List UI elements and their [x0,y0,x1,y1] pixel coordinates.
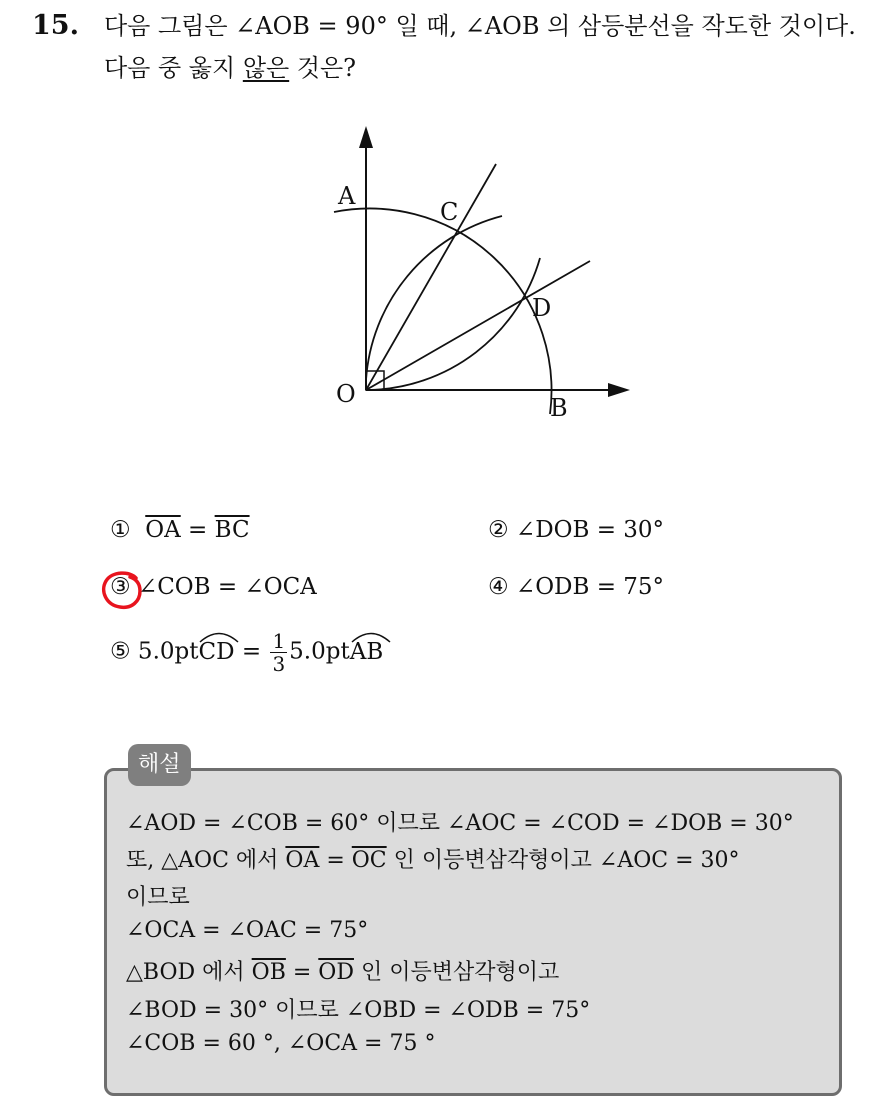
solution-line4: ∠OCA = ∠OAC = 75° [126,918,369,943]
question-text-part: 것은? [289,54,357,82]
arc-AB-letters: AB [349,638,384,665]
arc-AB-text [350,639,384,665]
option-4[interactable]: ④ ∠ODB = 75° [488,574,665,600]
ray-OD [366,261,590,390]
option-3-number: ③ [110,574,131,600]
option-2[interactable]: ② ∠DOB = 30° [488,517,665,543]
segment-OA: $\overline{OA}$ [145,517,181,543]
fraction-denominator: 3 [272,652,286,676]
segment-BC: $\overline{BC}$ [214,517,250,543]
underlined-word: 않은 [242,54,290,82]
option-3-text: ∠COB = ∠OCA [137,574,317,600]
label-A: A [338,182,356,210]
fraction-one-third [270,630,287,675]
solution-text: 인 이등변삼각형이고 ∠AOC = 30° [386,848,740,873]
segment-OD: $\overline{OD}$ [318,960,354,985]
equals-sign: = [180,517,215,543]
segment-OC: $\overline{OC}$ [351,848,387,873]
solution-line5 [126,955,559,986]
solution-text: 또, △AOC 에서 [126,848,286,873]
option-5-number: ⑤ 5.0pt [110,638,199,665]
equals-sign: = [285,960,319,985]
question-text-line1: 다음 그림은 ∠AOB = 90° 일 때, ∠AOB 의 삼등분선을 작도한 것이다. [104,12,856,40]
label-C: C [440,198,459,226]
arc-mark-icon [198,629,240,643]
option-3[interactable] [110,574,317,600]
solution-line6: ∠BOD = 30° 이므로 ∠OBD = ∠ODB = 75° [126,998,591,1023]
fraction-numerator: 1 [272,629,286,653]
solution-tag: 해설 [128,744,191,786]
solution-text: △BOD 에서 [126,960,252,985]
arc-CD-letters: CD [198,638,235,665]
segment-OA: $\overline{OA}$ [285,848,320,873]
equals-sign: = [234,638,269,665]
x-axis-arrow [608,383,630,397]
arc-CD-text [198,639,234,665]
label-B: B [550,394,568,422]
arc-mark-icon [350,629,392,643]
solution-text: 인 이등변삼각형이고 [353,960,560,985]
construction-figure [320,118,640,438]
option-1[interactable] [110,517,250,543]
option-5-mid: 5.0pt [289,638,350,665]
ray-OC [366,164,496,390]
question-text-line2 [104,52,356,84]
option-1-number: ① [110,517,131,543]
solution-line2 [126,843,740,874]
solution-line7: ∠COB = 60 °, ∠OCA = 75 ° [126,1031,436,1056]
question-text-part: 다음 중 옳지 [104,54,243,82]
y-axis-arrow [359,126,373,148]
question-number: 15. [32,10,79,41]
solution-line1: ∠AOD = ∠COB = 60° 이므로 ∠AOC = ∠COD = ∠DOB = 30° [126,811,794,836]
solution-line3: 이므로 [126,885,190,910]
segment-OB: $\overline{OB}$ [251,960,286,985]
equals-sign: = [319,848,352,873]
label-D: D [532,294,552,322]
option-5[interactable] [110,630,383,675]
label-O: O [336,380,356,408]
arc-from-A [368,258,540,390]
